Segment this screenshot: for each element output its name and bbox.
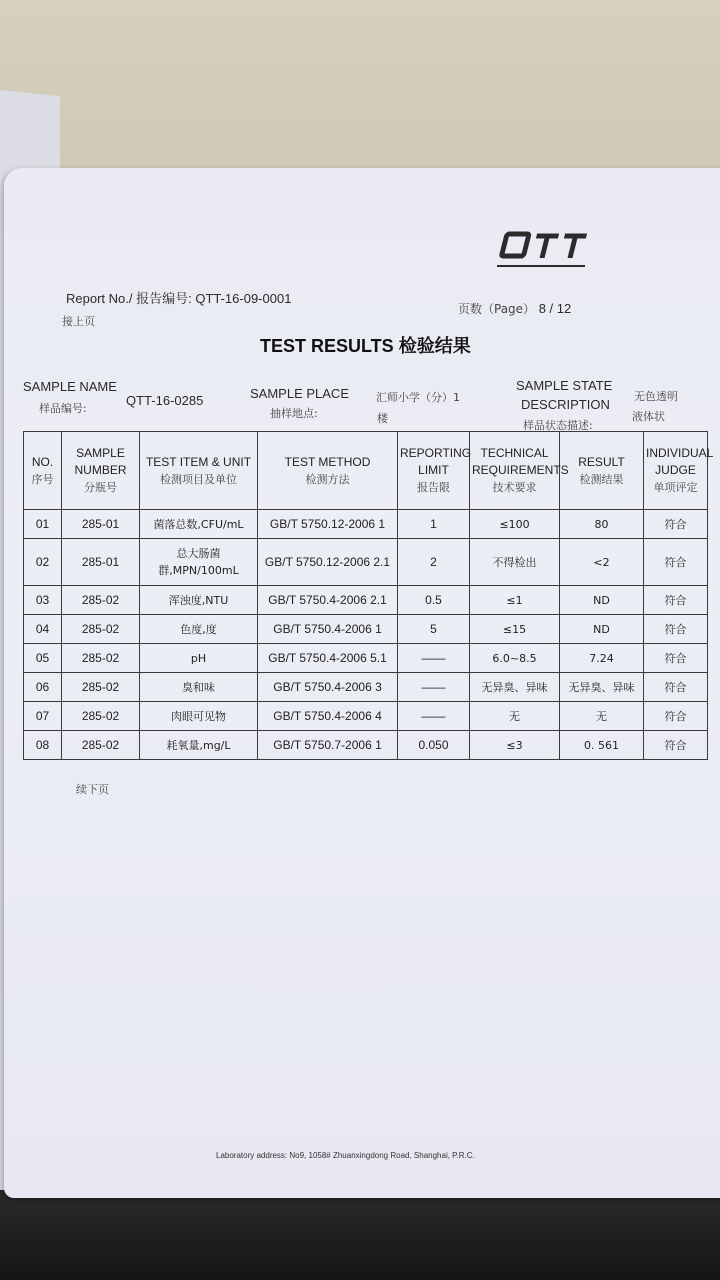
cell-sample: 285-01 [62,510,140,539]
cell-requirement: ≤1 [470,586,560,615]
cell-limit: —— [398,644,470,673]
sample-state-value-2: 液体状 [632,410,665,423]
table-header-row [24,432,708,510]
cell-method: GB/T 5750.4-2006 3 [258,673,398,702]
report-number-value: QTT-16-09-0001 [195,291,292,306]
cell-item: 浑浊度,NTU [140,586,258,615]
cell-no: 05 [24,644,62,673]
report-number [66,288,291,307]
cell-judge: 符合 [644,510,708,539]
cell-judge: 符合 [644,702,708,731]
header-reporting-limit: REPORTING LIMIT 报告限 [398,432,470,510]
cell-requirement: ≤15 [470,615,560,644]
cell-judge: 符合 [644,644,708,673]
cell-judge: 符合 [644,615,708,644]
cell-method: GB/T 5750.4-2006 2.1 [258,586,398,615]
cell-method: GB/T 5750.7-2006 1 [258,731,398,760]
sample-state-label: SAMPLE STATE [516,378,613,393]
cell-item: 菌落总数,CFU/mL [140,510,258,539]
cell-sample: 285-02 [62,644,140,673]
header-test-item: TEST ITEM & UNIT 检测项目及单位 [140,432,258,510]
cell-sample: 285-02 [62,615,140,644]
sample-place-label: SAMPLE PLACE [250,386,349,401]
cell-no: 02 [24,539,62,586]
cell-item: 总大肠菌群,MPN/100mL [140,539,258,586]
cell-item: 耗氧量,mg/L [140,731,258,760]
cell-method: GB/T 5750.12-2006 1 [258,510,398,539]
sample-name-label: SAMPLE NAME [23,379,117,394]
cell-no: 06 [24,673,62,702]
qtt-logo [497,226,597,272]
table-row [24,586,708,615]
cell-item: 色度,度 [140,615,258,644]
report-number-label: Report No./ 报告编号: [66,291,192,306]
table-row [24,731,708,760]
page-label: 页数（Page） [458,302,536,316]
cell-limit: —— [398,702,470,731]
cell-result: 80 [560,510,644,539]
page-indicator [458,300,571,317]
page-title [260,332,471,358]
table-row [24,539,708,586]
cell-limit: —— [398,673,470,702]
header-sample-number: SAMPLE NUMBER 分瓶号 [62,432,140,510]
table-row [24,673,708,702]
cell-no: 08 [24,731,62,760]
cell-method: GB/T 5750.12-2006 2.1 [258,539,398,586]
results-table [23,431,714,760]
cell-result: 无异臭、异味 [560,673,644,702]
sample-name-label-cn: 样品编号: [39,402,87,415]
table-row [24,702,708,731]
header-no: NO. 序号 [24,432,62,510]
cell-sample: 285-02 [62,702,140,731]
cell-limit: 5 [398,615,470,644]
lab-address: Laboratory address: No9, 1058# Zhuanxingdong Road, Shanghai, P.R.C. [216,1151,475,1160]
cell-sample: 285-01 [62,539,140,586]
cell-no: 01 [24,510,62,539]
cell-judge: 符合 [644,673,708,702]
cell-judge: 符合 [644,539,708,586]
cell-judge: 符合 [644,731,708,760]
cell-requirement: ≤100 [470,510,560,539]
header-technical-requirements: TECHNICAL REQUIREMENTS 技术要求 [470,432,560,510]
sample-place-value: 汇师小学（分）1 [376,391,460,404]
cell-method: GB/T 5750.4-2006 4 [258,702,398,731]
sample-state-label-cn: 样品状态描述: [523,419,593,432]
continued-next: 续下页 [76,783,109,796]
header-test-method: TEST METHOD 检测方法 [258,432,398,510]
cell-no: 03 [24,586,62,615]
cell-item: pH [140,644,258,673]
cell-judge: 符合 [644,586,708,615]
cell-item: 肉眼可见物 [140,702,258,731]
cell-requirement: 不得检出 [470,539,560,586]
table-row [24,615,708,644]
sample-state-value: 无色透明 [634,390,678,403]
cell-result: ND [560,586,644,615]
cell-requirement: 6.0~8.5 [470,644,560,673]
title-cn: 检验结果 [398,336,471,357]
cell-requirement: 无异臭、异味 [470,673,560,702]
cell-no: 04 [24,615,62,644]
cell-sample: 285-02 [62,673,140,702]
cell-result: 0. 561 [560,731,644,760]
sample-place-value-2: 楼 [377,412,388,425]
cell-requirement: ≤3 [470,731,560,760]
desk-surface [0,1190,720,1280]
header-individual-judge: INDIVIDUAL JUDGE 单项评定 [644,432,708,510]
cell-sample: 285-02 [62,586,140,615]
continued-from: 接上页 [62,315,95,328]
cell-no: 07 [24,702,62,731]
cell-limit: 0.5 [398,586,470,615]
cell-limit: 1 [398,510,470,539]
cell-method: GB/T 5750.4-2006 5.1 [258,644,398,673]
sample-name-value: QTT-16-0285 [126,393,204,408]
cell-result: ND [560,615,644,644]
cell-method: GB/T 5750.4-2006 1 [258,615,398,644]
sample-place-label-cn: 抽样地点: [270,407,318,420]
cell-item: 臭和味 [140,673,258,702]
cell-requirement: 无 [470,702,560,731]
page-value: 8 / 12 [538,301,572,316]
title-en: TEST RESULTS [260,336,394,356]
cell-result: 7.24 [560,644,644,673]
cell-result: 无 [560,702,644,731]
table-row [24,644,708,673]
sample-state-label-2: DESCRIPTION [521,397,610,412]
cell-result: <2 [560,539,644,586]
cell-sample: 285-02 [62,731,140,760]
header-result: RESULT 检测结果 [560,432,644,510]
cell-limit: 2 [398,539,470,586]
table-row [24,510,708,539]
cell-limit: 0.050 [398,731,470,760]
